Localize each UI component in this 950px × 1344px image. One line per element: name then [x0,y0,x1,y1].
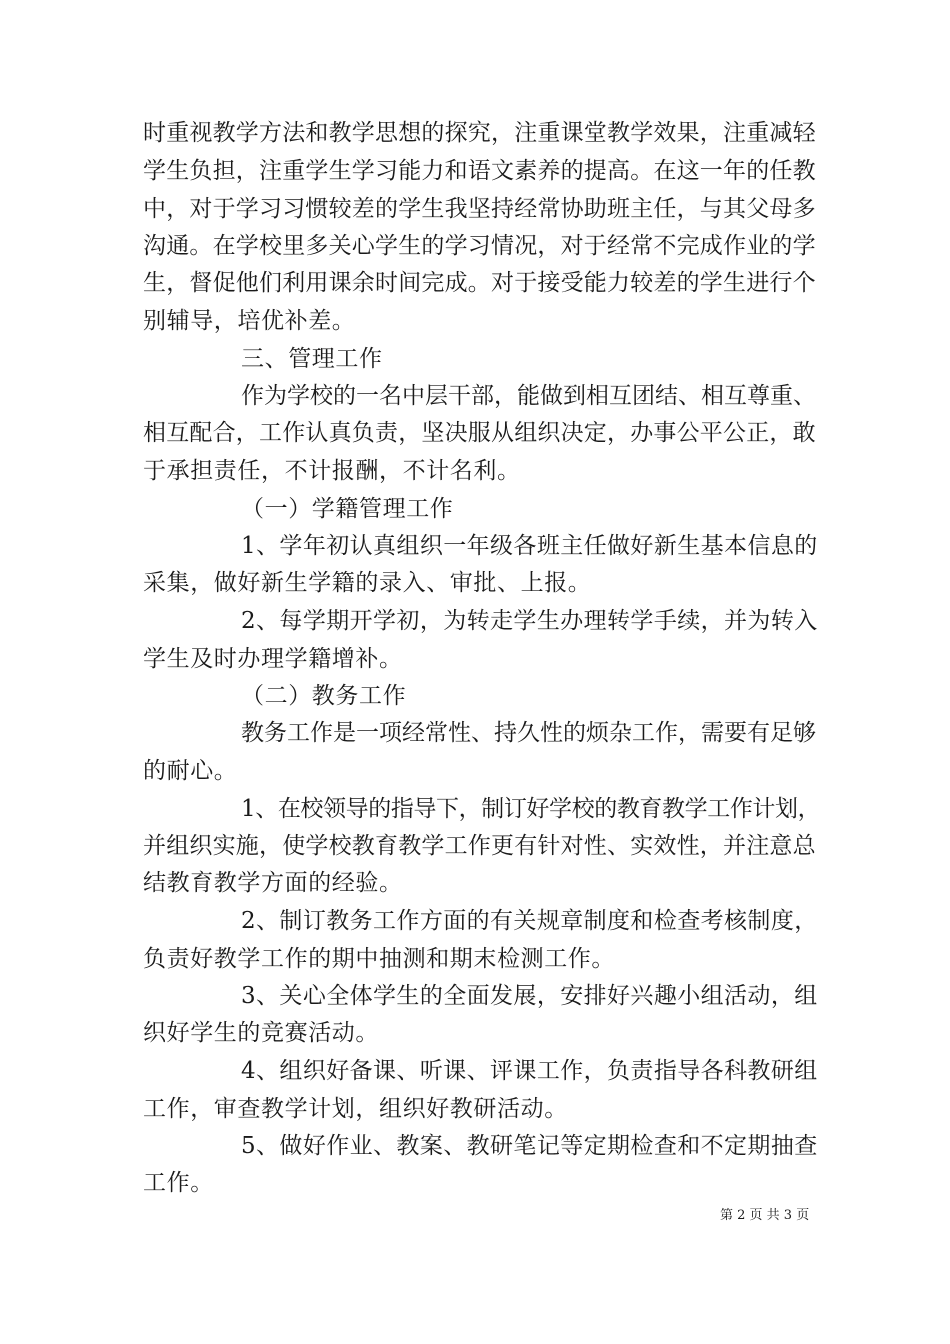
subsection-heading: （一）学籍管理工作 [241,496,454,522]
paragraph-start: 作为学校的一名中层干部，能做到相互团结、相互尊重、 [241,383,816,409]
text-line: 时重视教学方法和教学思想的探究，注重课堂教学效果，注重减轻 [143,120,816,146]
page-number-footer: 第 2 页 共 3 页 [720,1208,810,1223]
subsection-heading: （二）教务工作 [241,683,407,709]
list-item-start: 1、学年初认真组织一年级各班主任做好新生基本信息的 [241,533,818,559]
text-line: 生，督促他们利用课余时间完成。对于接受能力较差的学生进行个 [143,270,816,296]
text-line: 沟通。在学校里多关心学生的学习情况，对于经常不完成作业的学 [143,233,816,259]
section-heading: 三、管理工作 [241,346,383,372]
text-line: 别辅导，培优补差。 [143,308,356,334]
text-line: 于承担责任，不计报酬，不计名利。 [143,458,521,484]
text-line: 织好学生的竞赛活动。 [143,1020,379,1046]
list-item-start: 4、组织好备课、听课、评课工作，负责指导各科教研组 [241,1058,818,1084]
text-line: 并组织实施，使学校教育教学工作更有针对性、实效性，并注意总 [143,833,816,859]
list-item-start: 2、制订教务工作方面的有关规章制度和检查考核制度， [241,908,818,934]
text-line: 工作。 [143,1170,214,1196]
text-line: 采集，做好新生学籍的录入、审批、上报。 [143,570,592,596]
text-line: 学生负担，注重学生学习能力和语文素养的提高。在这一年的任教 [143,158,816,184]
list-item-start: 1、在校领导的指导下，制订好学校的教育教学工作计划， [241,796,821,822]
text-line: 学生及时办理学籍增补。 [143,646,403,672]
text-line: 工作，审查教学计划，组织好教研活动。 [143,1096,568,1122]
list-item-start: 3、关心全体学生的全面发展，安排好兴趣小组活动，组 [241,983,818,1009]
text-line: 中，对于学习习惯较差的学生我坚持经常协助班主任，与其父母多 [143,196,816,222]
paragraph-start: 教务工作是一项经常性、持久性的烦杂工作，需要有足够 [241,720,816,746]
text-line: 结教育教学方面的经验。 [143,870,403,896]
text-line: 负责好教学工作的期中抽测和期末检测工作。 [143,946,615,972]
list-item-start: 2、每学期开学初，为转走学生办理转学手续，并为转入 [241,608,818,634]
text-line: 的耐心。 [143,758,238,784]
text-line: 相互配合，工作认真负责，坚决服从组织决定，办事公平公正，敢 [143,420,816,446]
list-item-start: 5、做好作业、教案、教研笔记等定期检查和不定期抽查 [241,1133,818,1159]
